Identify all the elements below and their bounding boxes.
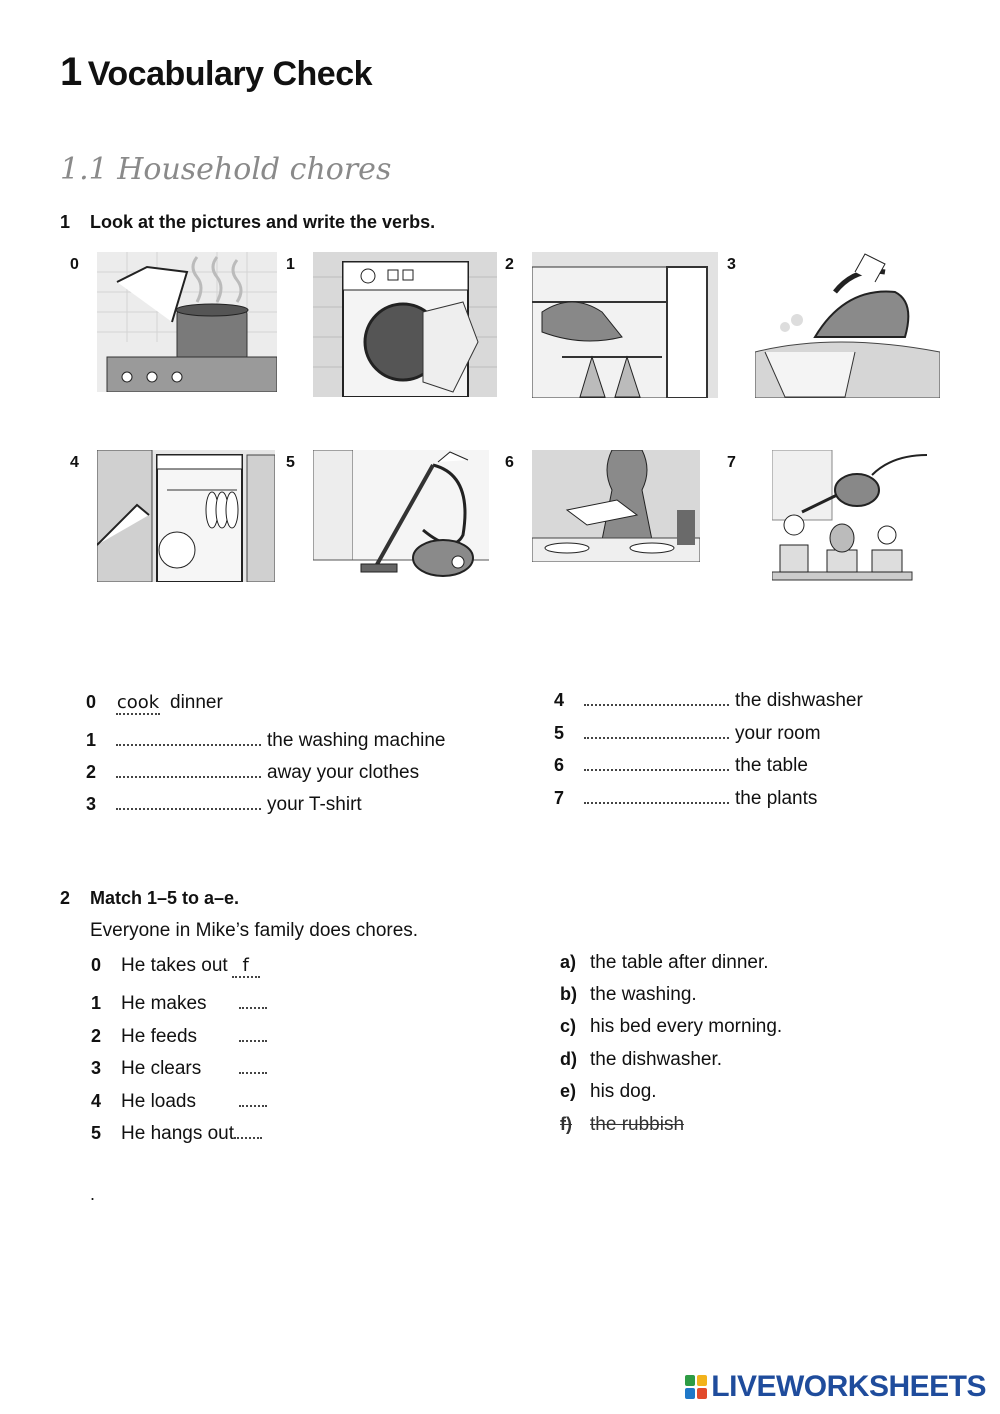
option-letter: c) [560, 1016, 577, 1036]
option-e [560, 1081, 657, 1103]
row-text: He feeds [121, 1026, 198, 1047]
match-blank-2[interactable] [239, 1024, 267, 1042]
option-text: the rubbish [590, 1114, 685, 1135]
row-number: 1 [91, 993, 102, 1013]
cooking-pot-icon [97, 252, 277, 392]
setting-table-icon [532, 450, 700, 562]
row-number: 0 [91, 955, 102, 975]
ex1-item-7 [554, 786, 817, 810]
row-text: your room [735, 723, 821, 744]
ex2-example-row [91, 955, 270, 978]
example-answer: cook [116, 692, 160, 713]
pic-num-4: 4 [70, 454, 79, 471]
ex1-item-6 [554, 753, 808, 777]
liveworksheets-logo [685, 1370, 986, 1404]
row-text: the washing machine [267, 730, 446, 751]
row-text: He clears [121, 1058, 202, 1079]
row-number: 3 [86, 794, 97, 814]
option-c [560, 1016, 782, 1038]
option-letter: f) [560, 1114, 572, 1134]
answer-blank-4[interactable] [584, 688, 729, 706]
ex2-item-4 [91, 1089, 267, 1113]
option-letter: d) [560, 1049, 577, 1069]
page-title [60, 50, 372, 95]
ex1-item-1 [86, 728, 446, 752]
match-blank-3[interactable] [239, 1056, 267, 1074]
option-b [560, 984, 697, 1006]
pic-num-7: 7 [727, 454, 736, 471]
row-number: 7 [554, 788, 565, 808]
answer-blank-7[interactable] [584, 786, 729, 804]
answer-blank-5[interactable] [584, 721, 729, 739]
exercise1-instruction [60, 212, 435, 233]
row-text: your T-shirt [267, 794, 362, 815]
ex1-item-3 [86, 792, 362, 816]
washing-machine-icon [313, 252, 497, 397]
option-f-used [560, 1114, 684, 1136]
row-number: 2 [91, 1026, 102, 1046]
option-text: the table after dinner. [590, 952, 769, 973]
match-blank-4[interactable] [239, 1089, 267, 1107]
row-number: 4 [554, 690, 565, 710]
match-blank-1[interactable] [239, 991, 267, 1009]
unit-number: 1 [60, 50, 82, 94]
answer-blank-3[interactable] [116, 792, 261, 810]
ex2-item-5 [91, 1121, 262, 1145]
pic-num-5: 5 [286, 454, 295, 471]
dishwasher-icon [97, 450, 275, 582]
ex2-item-2 [91, 1024, 267, 1048]
pic-num-2: 2 [505, 256, 514, 273]
row-number: 4 [91, 1091, 102, 1111]
iron-icon [755, 252, 940, 398]
exercise1-instruction-text: Look at the pictures and write the verbs. [90, 212, 436, 232]
exercise1-number: 1 [60, 212, 71, 232]
row-text: He hangs out [121, 1123, 235, 1144]
ex1-example-row [86, 692, 223, 715]
answer-blank-1[interactable] [116, 728, 261, 746]
title-text: Vocabulary Check [87, 55, 373, 93]
brand-text: LIVEWORKSHEETS [711, 1370, 986, 1403]
row-number: 0 [86, 692, 97, 712]
match-blank-5[interactable] [234, 1121, 262, 1139]
row-text: He takes out [121, 955, 228, 976]
row-number: 5 [91, 1123, 102, 1143]
answer-blank-6[interactable] [584, 753, 729, 771]
row-number: 5 [554, 723, 565, 743]
ex1-item-2 [86, 760, 419, 784]
wardrobe-clothes-icon [532, 252, 718, 398]
row-text: the plants [735, 788, 818, 809]
exercise2-intro: Everyone in Mike’s family does chores. [90, 920, 419, 941]
ex2-item-1 [91, 991, 267, 1015]
ex2-item-3 [91, 1056, 267, 1080]
option-text: his dog. [590, 1081, 657, 1102]
row-number: 2 [86, 762, 97, 782]
pic-num-6: 6 [505, 454, 514, 471]
pic-num-1: 1 [286, 256, 295, 273]
row-text: the table [735, 755, 808, 776]
option-letter: b) [560, 984, 577, 1004]
vacuum-cleaner-icon [313, 450, 489, 578]
option-a [560, 952, 769, 974]
pic-num-0: 0 [70, 256, 79, 273]
row-text: He loads [121, 1091, 196, 1112]
exercise2-number: 2 [60, 888, 71, 908]
row-text: dinner [170, 692, 223, 713]
row-text: away your clothes [267, 762, 420, 783]
trailing-dot: . [90, 1184, 96, 1204]
option-d [560, 1049, 722, 1071]
row-number: 6 [554, 755, 565, 775]
exercise2-instruction [60, 888, 239, 909]
ex1-item-4 [554, 688, 863, 712]
row-number: 1 [86, 730, 97, 750]
row-text: the dishwasher [735, 690, 863, 711]
option-text: the washing. [590, 984, 697, 1005]
pic-num-3: 3 [727, 256, 736, 273]
option-letter: e) [560, 1081, 577, 1101]
section-title: 1.1 Household chores [60, 152, 392, 187]
option-text: the dishwasher. [590, 1049, 723, 1070]
row-text: He makes [121, 993, 207, 1014]
example-answer: f [232, 955, 260, 978]
liveworksheets-icon [685, 1375, 707, 1399]
watering-plants-icon [772, 450, 938, 582]
ex1-item-5 [554, 721, 821, 745]
answer-blank-2[interactable] [116, 760, 261, 778]
exercise2-instruction-text: Match 1–5 to a–e. [90, 888, 240, 908]
row-number: 3 [91, 1058, 102, 1078]
option-letter: a) [560, 952, 577, 972]
option-text: his bed every morning. [590, 1016, 783, 1037]
